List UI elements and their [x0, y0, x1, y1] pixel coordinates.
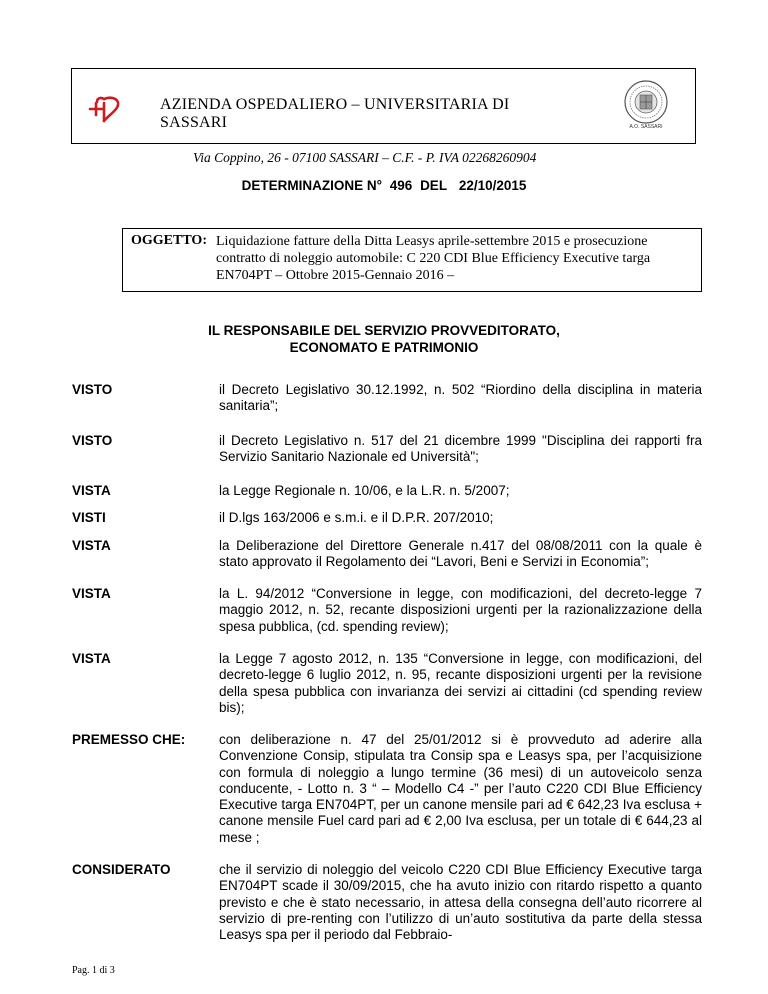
row-label: VISTA — [72, 651, 111, 666]
row-text: la L. 94/2012 “Conversione in legge, con modificazioni, del decreto-legge 7 maggio 2012, n. 52, recante disposizioni urgenti per la razionalizzazione della spesa pubblica, (cd. spending review); — [219, 586, 702, 634]
address-line: Via Coppino, 26 - 07100 SASSARI – C.F. - P. IVA 02268260904 — [193, 150, 537, 165]
row-text: la Legge Regionale n. 10/06, e la L.R. n. 5/2007; — [219, 483, 510, 498]
row-label: VISTO — [72, 382, 113, 397]
title-line-1: IL RESPONSABILE DEL SERVIZIO PROVVEDITORATO, — [208, 323, 560, 338]
determinazione-heading — [0, 178, 768, 193]
determinazione-number: 496 — [389, 178, 413, 193]
row-label: VISTA — [72, 538, 111, 553]
row-text: il Decreto Legislativo n. 517 del 21 dicembre 1999 "Disciplina dei rapporti fra Servizio Sanitario Nazionale ed Università"; — [219, 433, 702, 465]
row-label: PREMESSO CHE: — [72, 732, 186, 747]
row-label: CONSIDERATO — [72, 862, 171, 877]
row-label: VISTA — [72, 483, 111, 498]
oggetto-line: EN704PT – Ottobre 2015-Gennaio 2016 – — [216, 268, 455, 283]
determinazione-date: 22/10/2015 — [458, 178, 527, 193]
oggetto-label: OGGETTO: — [131, 233, 207, 248]
row-text: il D.lgs 163/2006 e s.m.i. e il D.P.R. 207/2010; — [219, 510, 494, 525]
row-text: il Decreto Legislativo 30.12.1992, n. 502 “Riordino della disciplina in materia sanitaria”; — [219, 382, 702, 414]
hospital-logo-icon — [88, 95, 124, 123]
title-line-2: ECONOMATO E PATRIMONIO — [289, 340, 479, 355]
responsible-title — [0, 322, 768, 356]
oggetto-line: Liquidazione fatture della Ditta Leasys aprile-settembre 2015 e prosecuzione — [216, 234, 648, 249]
determinazione-label: DETERMINAZIONE N° — [241, 178, 382, 193]
row-label: VISTA — [72, 586, 111, 601]
oggetto-text — [216, 233, 696, 284]
row-text: la Deliberazione del Direttore Generale n.417 del 08/08/2011 con la quale è stato approvato il Regolamento dei “Lavori, Beni e Servizi in Economia”; — [219, 538, 702, 570]
university-seal-icon — [619, 79, 673, 131]
page-number: Pag. 1 di 3 — [72, 965, 115, 976]
row-label: VISTI — [72, 510, 106, 525]
organization-name: AZIENDA OSPEDALIERO – UNIVERSITARIA DI SASSARI — [160, 96, 510, 131]
row-text: che il servizio di noleggio del veicolo C220 CDI Blue Efficiency Executive targa EN704PT scade il 30/09/2015, che ha avuto inizio con ritardo rispetto a quanto previsto e che è stato necessario, in attesa della consegna dell’auto ricorrere al servizio di pre-renting con l’utilizzo di un’auto sostitutiva da parte della stessa Leasys spa per il periodo dal Febbraio- — [219, 862, 702, 943]
seal-caption: A.O. SASSARI — [629, 124, 663, 130]
row-text: con deliberazione n. 47 del 25/01/2012 si è provveduto ad aderire alla Convenzione Consip, stipulata tra Consip spa e Leasys spa, per l’acquisizione con formula di noleggio a lungo termine (36 mesi) di un autoveicolo senza conducente, - Lotto n. 3 “ – Modello C4 -” per l’auto C220 CDI Blue Efficiency Executive targa EN704PT, per un canone mensile pari ad € 642,23 Iva esclusa + canone mensile Fuel card pari ad € 2,00 Iva esclusa, per un totale di € 644,23 al mese ; — [219, 732, 702, 845]
row-label: VISTO — [72, 433, 113, 448]
determinazione-del: DEL — [420, 178, 448, 193]
oggetto-line: contratto di noleggio automobile: C 220 CDI Blue Efficiency Executive targa — [216, 251, 651, 266]
row-text: la Legge 7 agosto 2012, n. 135 “Conversione in legge, con modificazioni, del decreto-legge 6 luglio 2012, n. 95, recante disposizioni urgenti per la revisione della spesa pubblica con invarianza dei servizi ai cittadini (cd spending review bis); — [219, 651, 702, 715]
